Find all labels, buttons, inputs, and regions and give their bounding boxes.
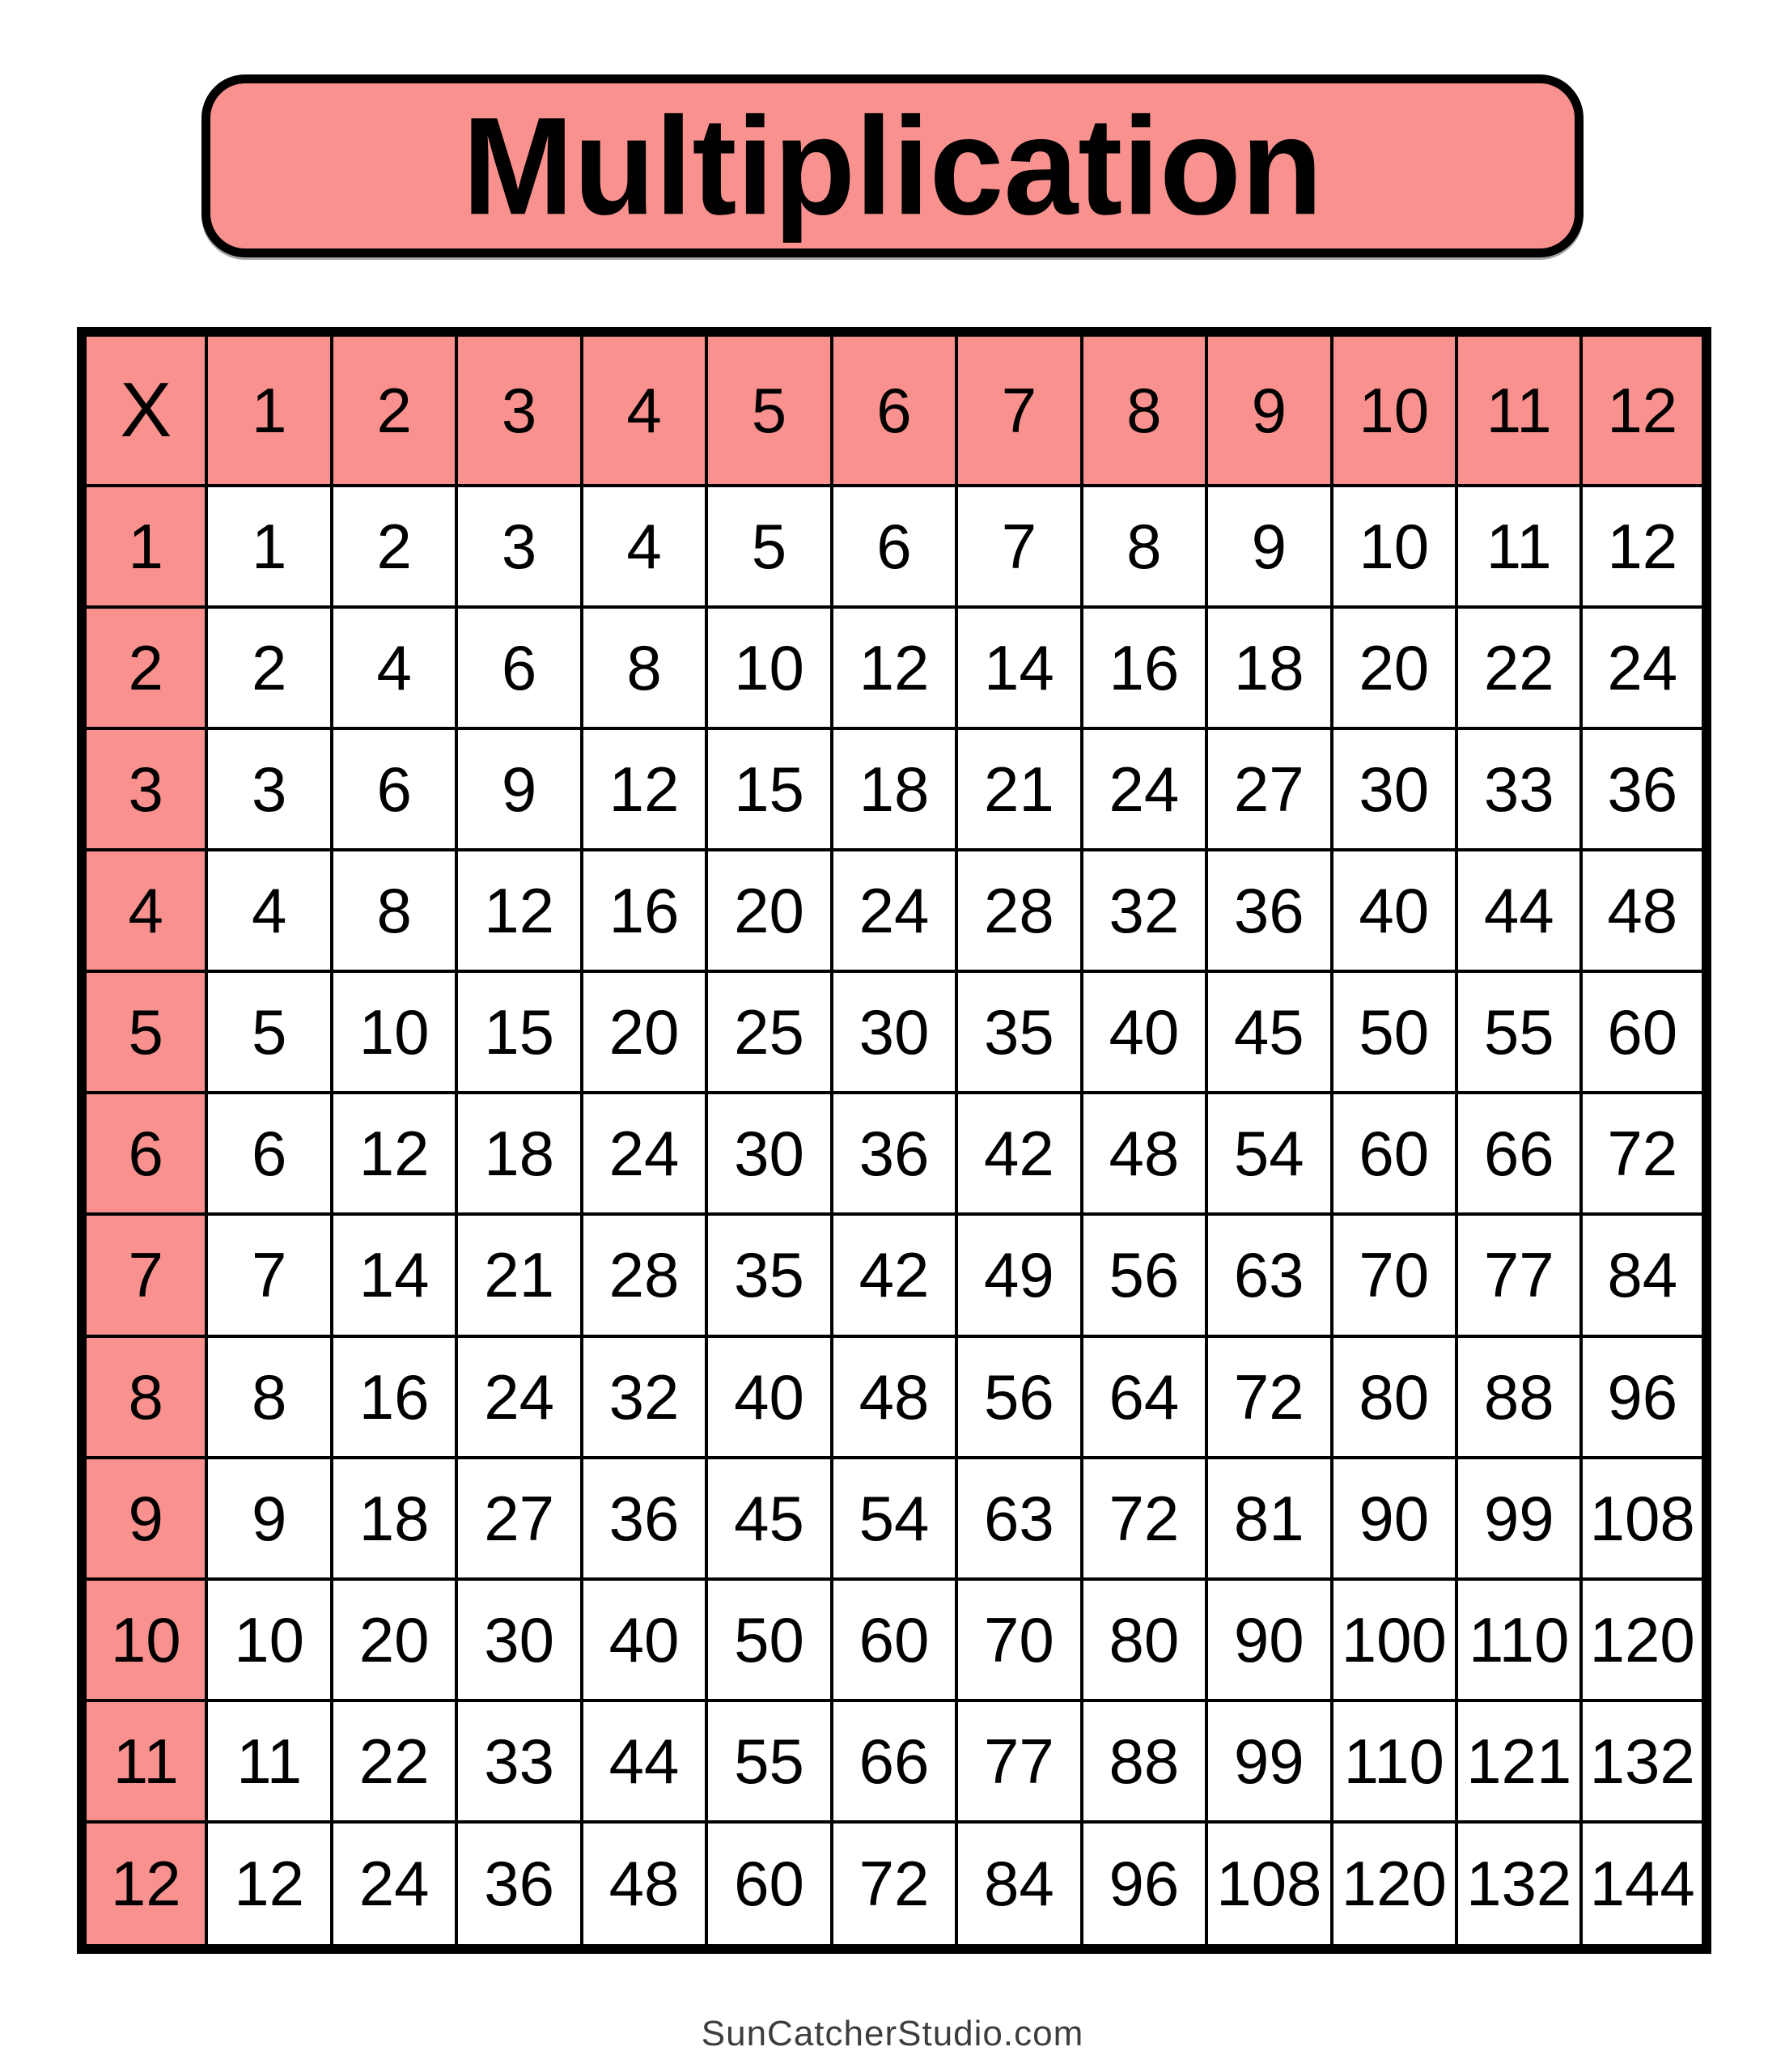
product-cell: 22 xyxy=(332,1700,456,1822)
product-cell: 11 xyxy=(1456,486,1581,607)
product-cell: 88 xyxy=(1082,1700,1206,1822)
product-cell: 18 xyxy=(832,728,956,850)
product-cell: 2 xyxy=(206,607,331,728)
product-cell: 30 xyxy=(832,971,956,1093)
product-cell: 24 xyxy=(456,1336,581,1458)
column-header: 5 xyxy=(706,332,831,486)
product-cell: 49 xyxy=(956,1214,1081,1335)
column-header: 8 xyxy=(1082,332,1206,486)
product-cell: 20 xyxy=(582,971,706,1093)
product-cell: 32 xyxy=(582,1336,706,1458)
product-cell: 27 xyxy=(456,1458,581,1579)
row-header: 4 xyxy=(82,850,206,971)
product-cell: 48 xyxy=(1082,1093,1206,1214)
product-cell: 7 xyxy=(206,1214,331,1335)
product-cell: 99 xyxy=(1206,1700,1331,1822)
product-cell: 12 xyxy=(456,850,581,971)
product-cell: 54 xyxy=(832,1458,956,1579)
row-header: 3 xyxy=(82,728,206,850)
page-title: Multiplication xyxy=(462,87,1323,244)
product-cell: 144 xyxy=(1581,1822,1707,1949)
table-row xyxy=(82,971,1707,1093)
product-cell: 36 xyxy=(832,1093,956,1214)
product-cell: 110 xyxy=(1332,1700,1456,1822)
product-cell: 72 xyxy=(1581,1093,1707,1214)
product-cell: 48 xyxy=(832,1336,956,1458)
product-cell: 72 xyxy=(1082,1458,1206,1579)
product-cell: 8 xyxy=(1082,486,1206,607)
product-cell: 66 xyxy=(832,1700,956,1822)
product-cell: 9 xyxy=(456,728,581,850)
product-cell: 90 xyxy=(1332,1458,1456,1579)
product-cell: 12 xyxy=(582,728,706,850)
product-cell: 24 xyxy=(582,1093,706,1214)
column-header: 1 xyxy=(206,332,331,486)
column-header: 10 xyxy=(1332,332,1456,486)
product-cell: 18 xyxy=(1206,607,1331,728)
product-cell: 77 xyxy=(956,1700,1081,1822)
product-cell: 6 xyxy=(332,728,456,850)
product-cell: 24 xyxy=(332,1822,456,1949)
product-cell: 40 xyxy=(1332,850,1456,971)
column-header: 2 xyxy=(332,332,456,486)
product-cell: 7 xyxy=(956,486,1081,607)
row-header: 1 xyxy=(82,486,206,607)
product-cell: 45 xyxy=(706,1458,831,1579)
product-cell: 24 xyxy=(1082,728,1206,850)
product-cell: 50 xyxy=(706,1579,831,1700)
row-header: 11 xyxy=(82,1700,206,1822)
product-cell: 56 xyxy=(1082,1214,1206,1335)
table-row xyxy=(82,486,1707,607)
product-cell: 121 xyxy=(1456,1700,1581,1822)
product-cell: 4 xyxy=(582,486,706,607)
product-cell: 9 xyxy=(1206,486,1331,607)
product-cell: 30 xyxy=(456,1579,581,1700)
table-row xyxy=(82,1579,1707,1700)
product-cell: 20 xyxy=(332,1579,456,1700)
product-cell: 132 xyxy=(1456,1822,1581,1949)
product-cell: 24 xyxy=(1581,607,1707,728)
product-cell: 14 xyxy=(332,1214,456,1335)
product-cell: 1 xyxy=(206,486,331,607)
table-row xyxy=(82,1336,1707,1458)
product-cell: 5 xyxy=(206,971,331,1093)
title-banner xyxy=(201,74,1584,257)
product-cell: 25 xyxy=(706,971,831,1093)
product-cell: 132 xyxy=(1581,1700,1707,1822)
product-cell: 96 xyxy=(1082,1822,1206,1949)
product-cell: 120 xyxy=(1332,1822,1456,1949)
row-header: 12 xyxy=(82,1822,206,1949)
product-cell: 2 xyxy=(332,486,456,607)
product-cell: 84 xyxy=(1581,1214,1707,1335)
product-cell: 6 xyxy=(832,486,956,607)
product-cell: 12 xyxy=(332,1093,456,1214)
product-cell: 72 xyxy=(1206,1336,1331,1458)
product-cell: 36 xyxy=(456,1822,581,1949)
product-cell: 120 xyxy=(1581,1579,1707,1700)
product-cell: 42 xyxy=(956,1093,1081,1214)
product-cell: 10 xyxy=(1332,486,1456,607)
product-cell: 10 xyxy=(332,971,456,1093)
product-cell: 88 xyxy=(1456,1336,1581,1458)
row-header: 10 xyxy=(82,1579,206,1700)
row-header: 2 xyxy=(82,607,206,728)
row-header: 9 xyxy=(82,1458,206,1579)
product-cell: 66 xyxy=(1456,1093,1581,1214)
row-header: 7 xyxy=(82,1214,206,1335)
footer-credit: SunCatcherStudio.com xyxy=(701,2014,1084,2053)
table-row xyxy=(82,850,1707,971)
product-cell: 48 xyxy=(582,1822,706,1949)
product-cell: 33 xyxy=(456,1700,581,1822)
product-cell: 84 xyxy=(956,1822,1081,1949)
product-cell: 3 xyxy=(456,486,581,607)
product-cell: 35 xyxy=(956,971,1081,1093)
column-header: 7 xyxy=(956,332,1081,486)
table-row xyxy=(82,1700,1707,1822)
product-cell: 80 xyxy=(1332,1336,1456,1458)
table-row xyxy=(82,1214,1707,1335)
product-cell: 54 xyxy=(1206,1093,1331,1214)
product-cell: 77 xyxy=(1456,1214,1581,1335)
column-header: 11 xyxy=(1456,332,1581,486)
product-cell: 24 xyxy=(832,850,956,971)
product-cell: 8 xyxy=(206,1336,331,1458)
product-cell: 40 xyxy=(1082,971,1206,1093)
product-cell: 70 xyxy=(956,1579,1081,1700)
product-cell: 28 xyxy=(956,850,1081,971)
product-cell: 36 xyxy=(1581,728,1707,850)
product-cell: 28 xyxy=(582,1214,706,1335)
product-cell: 96 xyxy=(1581,1336,1707,1458)
product-cell: 64 xyxy=(1082,1336,1206,1458)
column-header: 6 xyxy=(832,332,956,486)
product-cell: 60 xyxy=(1581,971,1707,1093)
product-cell: 14 xyxy=(956,607,1081,728)
product-cell: 3 xyxy=(206,728,331,850)
product-cell: 55 xyxy=(1456,971,1581,1093)
product-cell: 20 xyxy=(1332,607,1456,728)
product-cell: 36 xyxy=(1206,850,1331,971)
product-cell: 42 xyxy=(832,1214,956,1335)
product-cell: 72 xyxy=(832,1822,956,1949)
product-cell: 90 xyxy=(1206,1579,1331,1700)
row-header: 8 xyxy=(82,1336,206,1458)
product-cell: 27 xyxy=(1206,728,1331,850)
product-cell: 10 xyxy=(206,1579,331,1700)
row-header: 5 xyxy=(82,971,206,1093)
product-cell: 16 xyxy=(582,850,706,971)
product-cell: 12 xyxy=(206,1822,331,1949)
product-cell: 15 xyxy=(706,728,831,850)
product-cell: 11 xyxy=(206,1700,331,1822)
product-cell: 40 xyxy=(706,1336,831,1458)
product-cell: 100 xyxy=(1332,1579,1456,1700)
product-cell: 4 xyxy=(206,850,331,971)
product-cell: 16 xyxy=(332,1336,456,1458)
table-row xyxy=(82,1093,1707,1214)
product-cell: 63 xyxy=(956,1458,1081,1579)
product-cell: 35 xyxy=(706,1214,831,1335)
product-cell: 108 xyxy=(1206,1822,1331,1949)
product-cell: 8 xyxy=(332,850,456,971)
product-cell: 40 xyxy=(582,1579,706,1700)
product-cell: 8 xyxy=(582,607,706,728)
product-cell: 10 xyxy=(706,607,831,728)
table-row xyxy=(82,607,1707,728)
product-cell: 12 xyxy=(1581,486,1707,607)
product-cell: 30 xyxy=(1332,728,1456,850)
product-cell: 6 xyxy=(206,1093,331,1214)
row-header: 6 xyxy=(82,1093,206,1214)
table-row xyxy=(82,1458,1707,1579)
column-header: 4 xyxy=(582,332,706,486)
product-cell: 50 xyxy=(1332,971,1456,1093)
product-cell: 33 xyxy=(1456,728,1581,850)
product-cell: 48 xyxy=(1581,850,1707,971)
product-cell: 81 xyxy=(1206,1458,1331,1579)
product-cell: 44 xyxy=(582,1700,706,1822)
product-cell: 32 xyxy=(1082,850,1206,971)
product-cell: 63 xyxy=(1206,1214,1331,1335)
product-cell: 60 xyxy=(1332,1093,1456,1214)
product-cell: 20 xyxy=(706,850,831,971)
product-cell: 99 xyxy=(1456,1458,1581,1579)
product-cell: 70 xyxy=(1332,1214,1456,1335)
product-cell: 16 xyxy=(1082,607,1206,728)
product-cell: 110 xyxy=(1456,1579,1581,1700)
product-cell: 60 xyxy=(832,1579,956,1700)
product-cell: 45 xyxy=(1206,971,1331,1093)
corner-cell: X xyxy=(82,332,206,486)
product-cell: 56 xyxy=(956,1336,1081,1458)
product-cell: 21 xyxy=(456,1214,581,1335)
product-cell: 30 xyxy=(706,1093,831,1214)
product-cell: 80 xyxy=(1082,1579,1206,1700)
product-cell: 60 xyxy=(706,1822,831,1949)
product-cell: 12 xyxy=(832,607,956,728)
product-cell: 4 xyxy=(332,607,456,728)
product-cell: 55 xyxy=(706,1700,831,1822)
product-cell: 36 xyxy=(582,1458,706,1579)
product-cell: 22 xyxy=(1456,607,1581,728)
product-cell: 15 xyxy=(456,971,581,1093)
product-cell: 18 xyxy=(332,1458,456,1579)
product-cell: 108 xyxy=(1581,1458,1707,1579)
header-row xyxy=(82,332,1707,486)
column-header: 12 xyxy=(1581,332,1707,486)
table-row xyxy=(82,1822,1707,1949)
product-cell: 6 xyxy=(456,607,581,728)
column-header: 3 xyxy=(456,332,581,486)
product-cell: 5 xyxy=(706,486,831,607)
multiplication-table xyxy=(77,327,1711,1954)
product-cell: 9 xyxy=(206,1458,331,1579)
column-header: 9 xyxy=(1206,332,1331,486)
table-row xyxy=(82,728,1707,850)
product-cell: 44 xyxy=(1456,850,1581,971)
product-cell: 18 xyxy=(456,1093,581,1214)
product-cell: 21 xyxy=(956,728,1081,850)
